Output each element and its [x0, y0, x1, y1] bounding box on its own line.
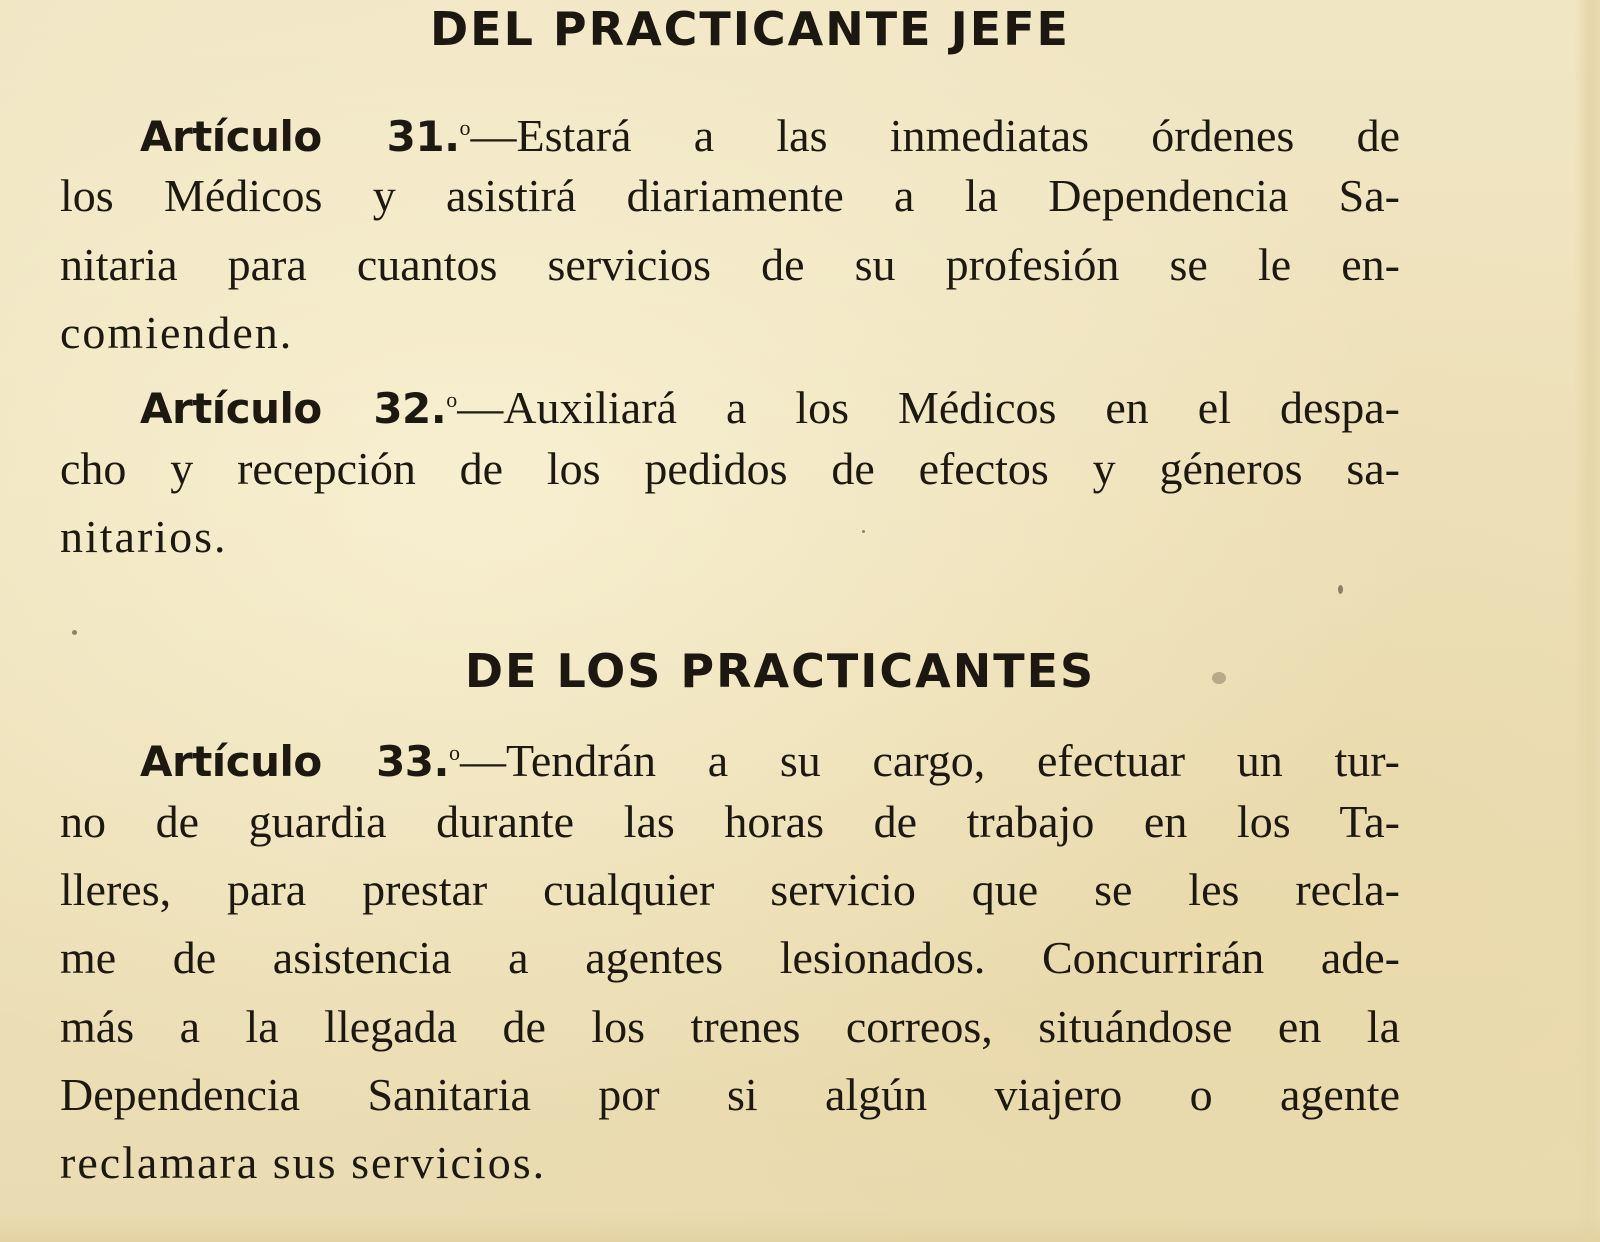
article-33-text-start: —Tendrán a su cargo, efectuar un tur- [459, 735, 1401, 786]
article-33-line: Dependencia Sanitaria por si algún viajero o agente [60, 1069, 1400, 1120]
article-33-line: me de asistencia a agentes lesionados. Concurrirán ade- [60, 932, 1400, 983]
section-heading-practicante-jefe: DEL PRACTICANTE JEFE [430, 2, 1070, 56]
paper-speck [1338, 585, 1343, 594]
article-31-text-start: —Estará a las inmediatas órdenes de [470, 110, 1400, 161]
page-edge-shadow [1574, 0, 1600, 1242]
article-31-line: los Médicos y asistirá diariamente a la Dependencia Sa- [60, 170, 1400, 221]
article-33-line: lleres, para prestar cualquier servicio que se les recla- [60, 864, 1400, 915]
article-33-line: reclamara sus servicios. [60, 1137, 547, 1188]
paper-speck [72, 630, 77, 635]
article-32-line: nitarios. [60, 511, 228, 562]
section-heading-practicantes: DE LOS PRACTICANTES [464, 644, 1096, 698]
article-32-first-line [140, 372, 1400, 433]
article-32-text-start: —Auxiliará a los Médicos en el despa- [457, 382, 1400, 433]
article-33-label: Artículo 33. [140, 737, 449, 786]
article-32-ordinal: o [446, 387, 458, 412]
article-31-label: Artículo 31. [140, 112, 460, 161]
article-32-line: cho y recepción de los pedidos de efectos y géneros sa- [60, 443, 1400, 494]
article-31-line: comienden. [60, 307, 294, 358]
article-33-first-line [140, 725, 1401, 786]
article-31-ordinal: o [459, 115, 471, 140]
article-31-line: nitaria para cuantos servicios de su profesión se le en- [60, 239, 1400, 290]
article-32-label: Artículo 32. [140, 384, 447, 433]
article-33-line: más a la llegada de los trenes correos, situándose en la [60, 1001, 1400, 1052]
article-33-ordinal: o [448, 740, 460, 765]
article-31-first-line [140, 100, 1400, 161]
article-33-line: no de guardia durante las horas de trabajo en los Ta- [60, 796, 1400, 847]
page-bottom-shadow [0, 1212, 1600, 1242]
